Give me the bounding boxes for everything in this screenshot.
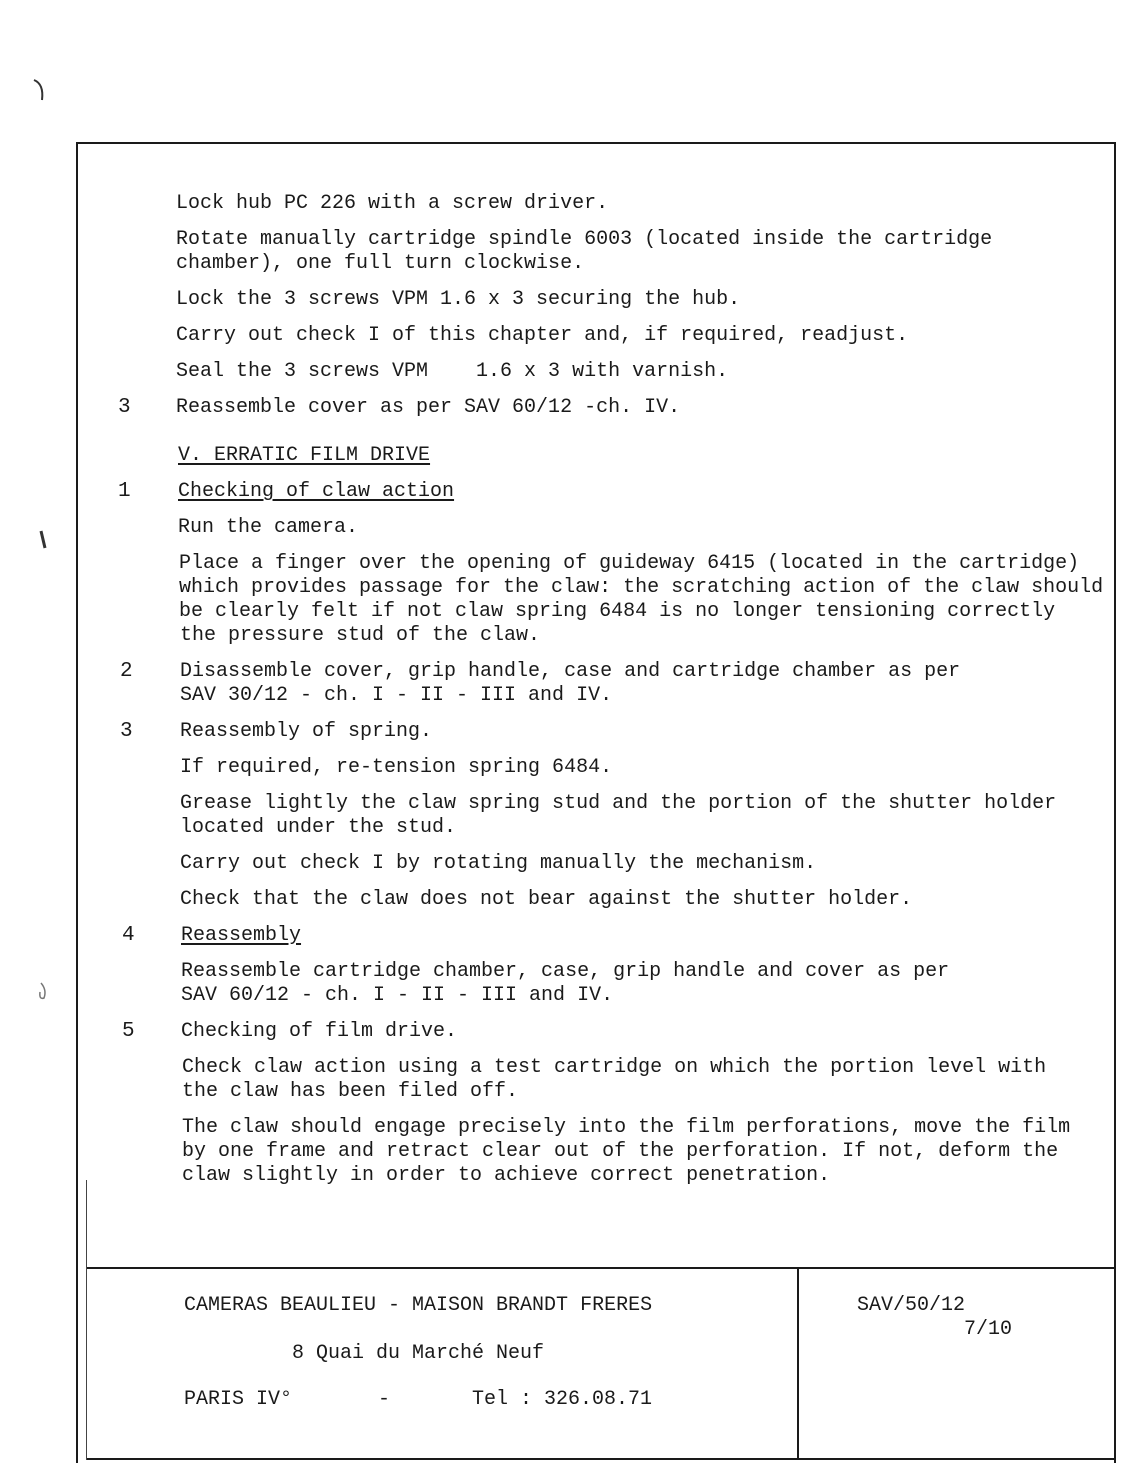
text-line: which provides passage for the claw: the scratching action of the claw should xyxy=(179,576,1104,599)
margin-stroke xyxy=(86,1180,87,1460)
footer-tel: Tel : 326.08.71 xyxy=(472,1388,653,1411)
footer-address: 8 Quai du Marché Neuf xyxy=(292,1342,545,1365)
text-line: Rotate manually cartridge spindle 6003 (located inside the cartridge xyxy=(176,228,993,251)
text-line: by one frame and retract clear out of the perforation. If not, deform the xyxy=(182,1140,1059,1163)
text-line: Reassemble cover as per SAV 60/12 -ch. IV. xyxy=(176,396,681,419)
text-line: Lock the 3 screws VPM 1.6 x 3 securing the hub. xyxy=(176,288,741,311)
text-line: Check that the claw does not bear against the shutter holder. xyxy=(180,888,913,911)
text-line: Check claw action using a test cartridge on which the portion level with xyxy=(182,1056,1047,1079)
text-line: Place a finger over the opening of guideway 6415 (located in the cartridge) xyxy=(179,552,1080,575)
step-heading: Checking of claw action xyxy=(178,480,455,503)
text-line: Checking of film drive. xyxy=(181,1020,458,1043)
text-line: Reassemble cartridge chamber, case, grip handle and cover as per xyxy=(181,960,950,983)
text-line: Lock hub PC 226 with a screw driver. xyxy=(176,192,609,215)
footer-city: PARIS IV° xyxy=(184,1388,293,1411)
footer-doc-ref: SAV/50/12 xyxy=(857,1294,966,1317)
step-number: 5 xyxy=(122,1020,135,1043)
step-number: 4 xyxy=(122,924,135,947)
text-line: Carry out check I of this chapter and, if required, readjust. xyxy=(176,324,909,347)
text-line: SAV 60/12 - ch. I - II - III and IV. xyxy=(181,984,614,1007)
scan-mark-loop xyxy=(35,980,51,1004)
frame-left-border xyxy=(76,142,78,1463)
frame-right-border xyxy=(1114,142,1116,1463)
step-number: 1 xyxy=(118,480,131,503)
step-number: 3 xyxy=(120,720,133,743)
scan-mark-bracket xyxy=(30,76,50,106)
footer-divider xyxy=(797,1267,799,1458)
footer-top-rule xyxy=(86,1267,1116,1269)
text-line: Disassemble cover, grip handle, case and cartridge chamber as per xyxy=(180,660,961,683)
text-line: Carry out check I by rotating manually the mechanism. xyxy=(180,852,817,875)
text-line: The claw should engage precisely into the film perforations, move the film xyxy=(182,1116,1071,1139)
text-line: the claw has been filed off. xyxy=(182,1080,519,1103)
footer-page-number: 7/10 xyxy=(964,1318,1013,1341)
step-number: 2 xyxy=(120,660,133,683)
frame-bottom-border xyxy=(86,1458,1116,1460)
step-number: 3 xyxy=(118,396,131,419)
text-line: Run the camera. xyxy=(178,516,359,539)
section-title: V. ERRATIC FILM DRIVE xyxy=(178,444,431,467)
text-line: located under the stud. xyxy=(180,816,457,839)
frame-top-border xyxy=(76,142,1116,144)
text-line: claw slightly in order to achieve correct penetration. xyxy=(182,1164,831,1187)
text-line: be clearly felt if not claw spring 6484 is no longer tensioning correctly xyxy=(179,600,1056,623)
step-heading: Reassembly xyxy=(181,924,302,947)
text-line: Reassembly of spring. xyxy=(180,720,433,743)
footer-company: CAMERAS BEAULIEU - MAISON BRANDT FRERES xyxy=(184,1294,653,1317)
text-line: SAV 30/12 - ch. I - II - III and IV. xyxy=(180,684,613,707)
footer-dash: - xyxy=(378,1388,391,1411)
text-line: If required, re-tension spring 6484. xyxy=(180,756,613,779)
text-line: Grease lightly the claw spring stud and the portion of the shutter holder xyxy=(180,792,1057,815)
text-line: chamber), one full turn clockwise. xyxy=(176,252,585,275)
scan-mark-speck xyxy=(36,528,50,552)
text-line: Seal the 3 screws VPM 1.6 x 3 with varnish. xyxy=(176,360,729,383)
text-line: the pressure stud of the claw. xyxy=(180,624,541,647)
